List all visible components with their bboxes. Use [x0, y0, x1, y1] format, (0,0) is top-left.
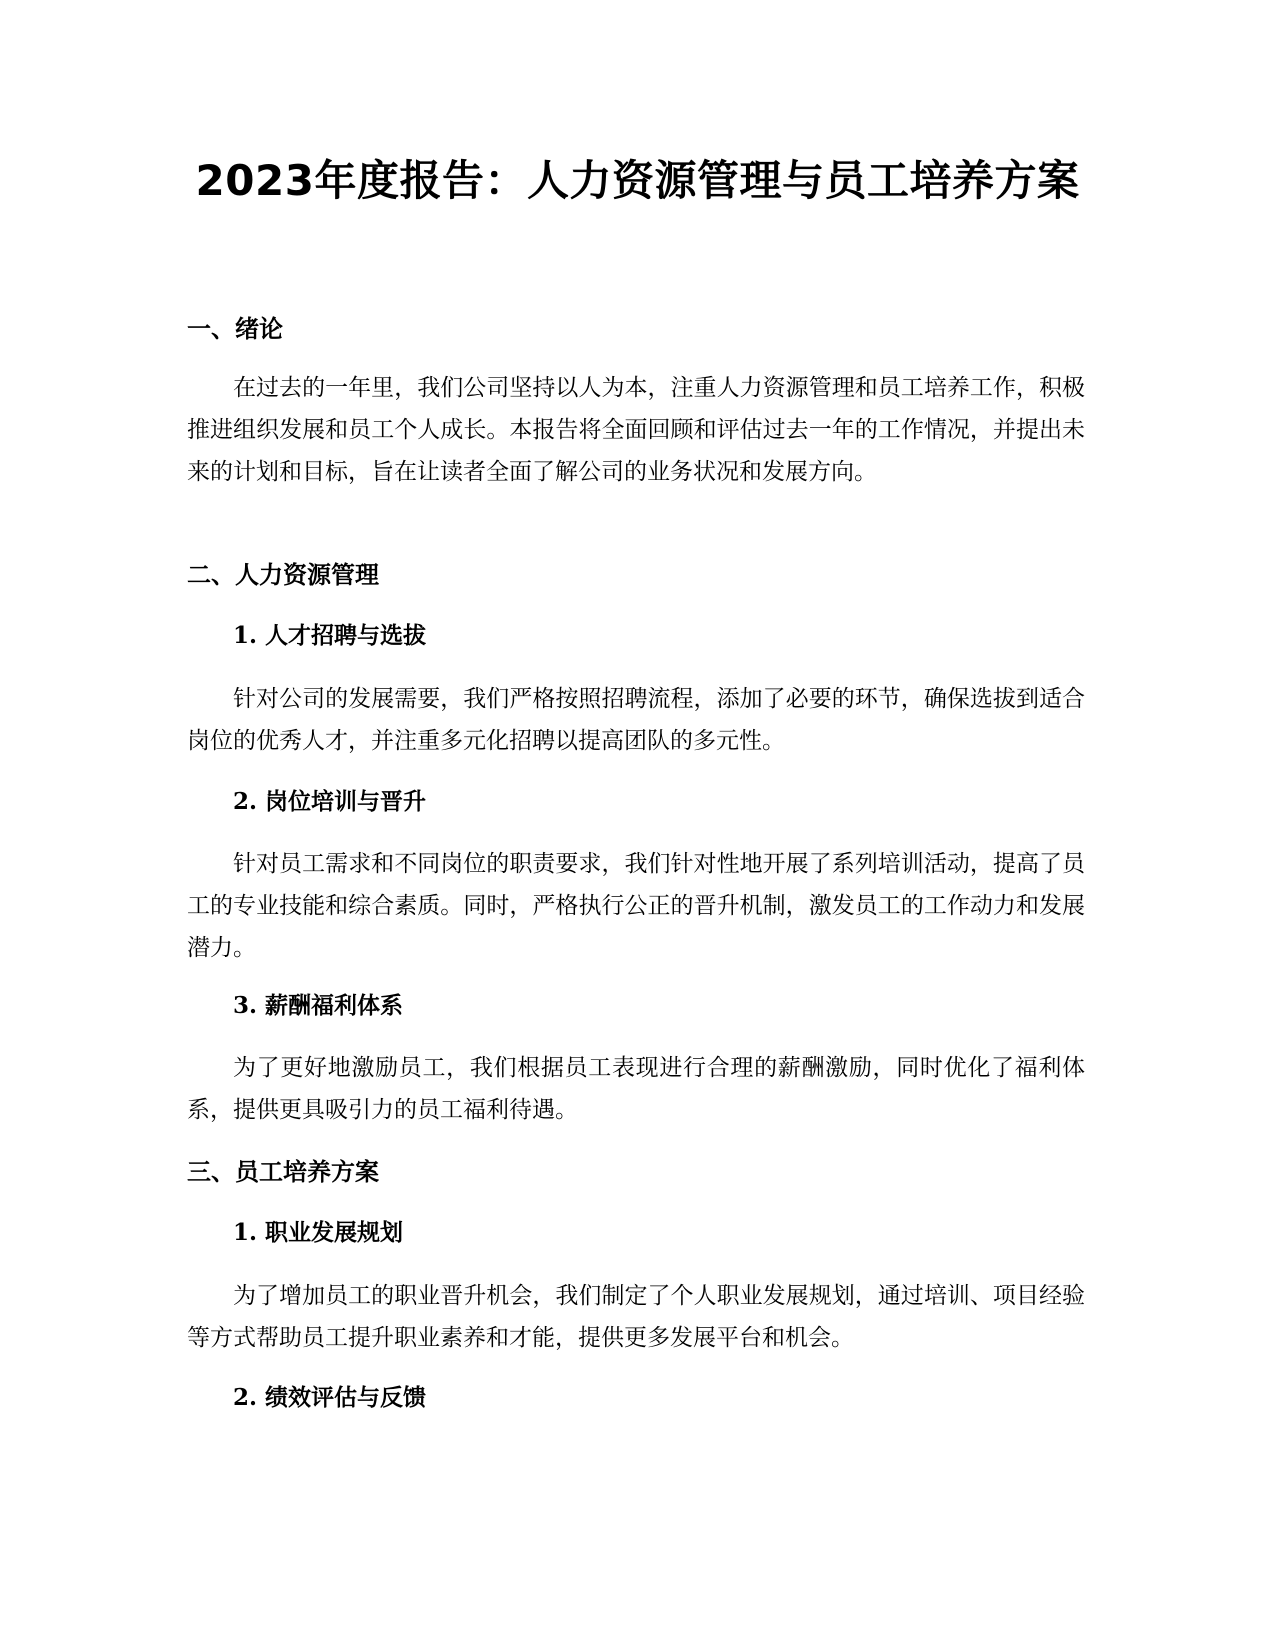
compensation-paragraph: 为了更好地激励员工，我们根据员工表现进行合理的薪酬激励，同时优化了福利体系，提供更具吸引力的员工福利待遇。 — [187, 1055, 1085, 1123]
recruitment-paragraph: 针对公司的发展需要，我们严格按照招聘流程，添加了必要的环节，确保选拔到适合岗位的优秀人才，并注重多元化招聘以提高团队的多元性。 — [187, 686, 1085, 754]
section-heading-employee-development: 三、员工培养方案 — [187, 1158, 379, 1186]
section-heading-hr-management: 二、人力资源管理 — [187, 561, 379, 589]
introduction-paragraph: 在过去的一年里，我们公司坚持以人为本，注重人力资源管理和员工培养工作，积极推进组织发展和员工个人成长。本报告将全面回顾和评估过去一年的工作情况，并提出未来的计划和目标，旨在让读者全面了解公司的业务状况和发展方向。 — [187, 375, 1085, 485]
section-heading-introduction: 一、绪论 — [187, 315, 283, 343]
subsection-title-training-promotion: 2. 岗位培训与晋升 — [233, 788, 427, 815]
career-planning-paragraph: 为了增加员工的职业晋升机会，我们制定了个人职业发展规划，通过培训、项目经验等方式帮助员工提升职业素养和才能，提供更多发展平台和机会。 — [187, 1283, 1085, 1351]
subsection-title-compensation: 3. 薪酬福利体系 — [233, 992, 404, 1019]
document-title: 2023年度报告：人力资源管理与员工培养方案 — [195, 156, 1080, 205]
subsection-title-recruitment: 1. 人才招聘与选拔 — [233, 622, 427, 649]
subsection-title-career-planning: 1. 职业发展规划 — [233, 1219, 404, 1246]
subsection-title-performance-review: 2. 绩效评估与反馈 — [233, 1384, 427, 1411]
training-promotion-paragraph: 针对员工需求和不同岗位的职责要求，我们针对性地开展了系列培训活动，提高了员工的专业技能和综合素质。同时，严格执行公正的晋升机制，激发员工的工作动力和发展潜力。 — [187, 851, 1085, 961]
